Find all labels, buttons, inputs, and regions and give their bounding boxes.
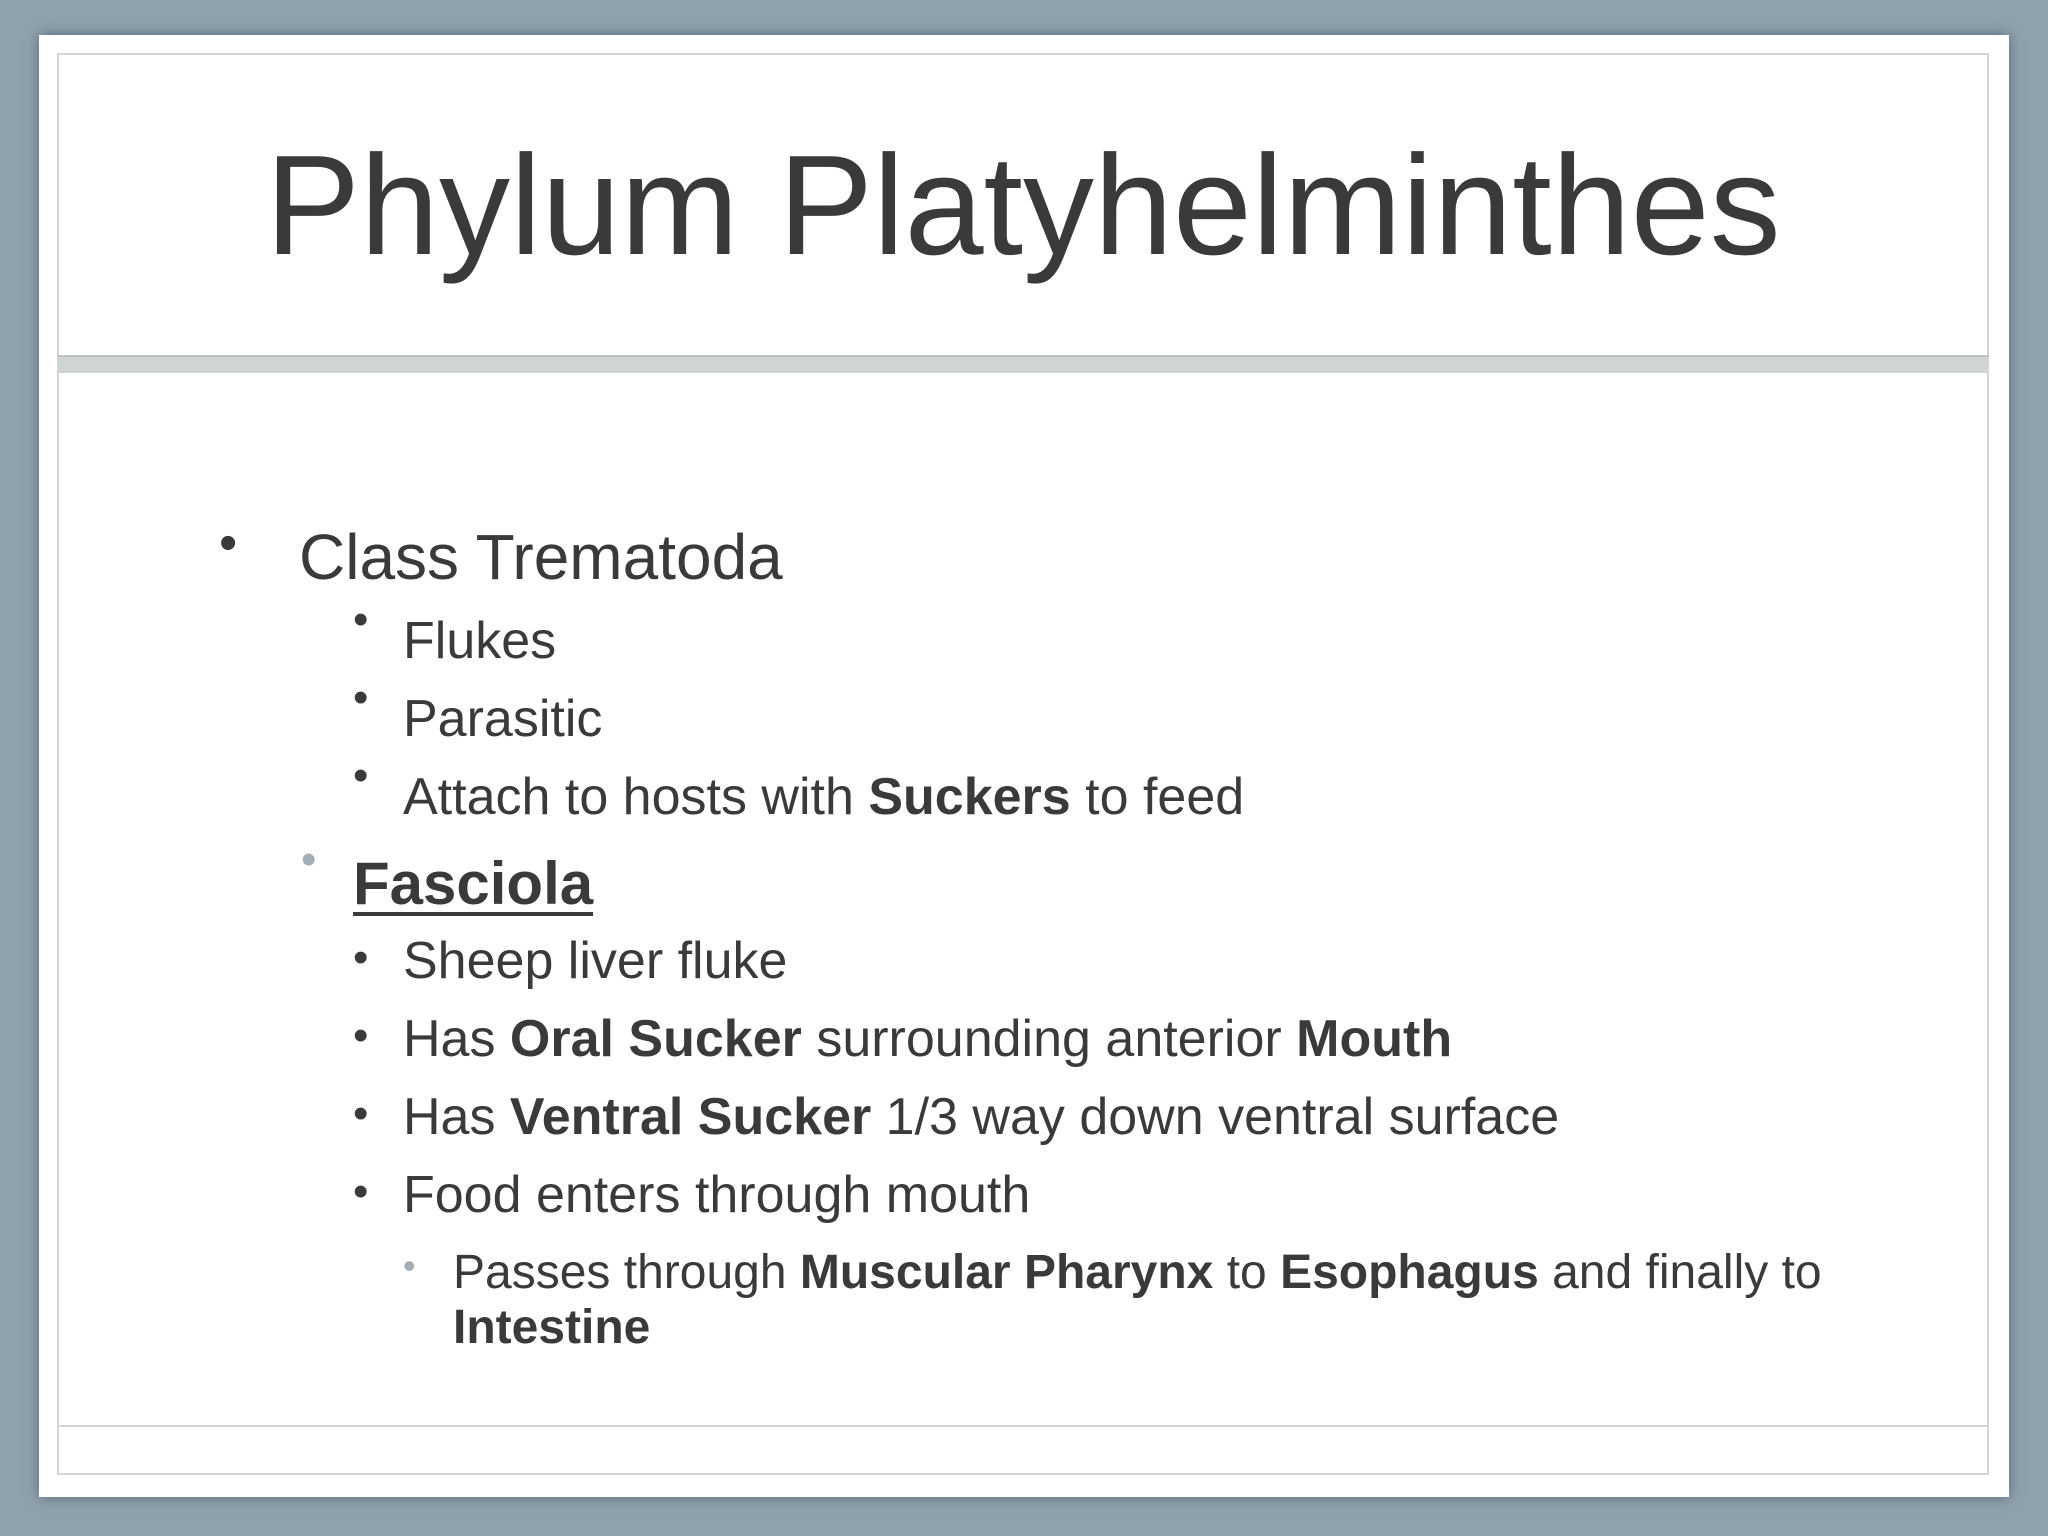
bullet-icon: • bbox=[353, 595, 369, 644]
list-item-attach: Attach to hosts with Suckers to feed bbox=[403, 768, 1245, 826]
slide-title: Phylum Platyhelminthes bbox=[265, 126, 1781, 285]
list-item-parasitic: Parasitic bbox=[403, 690, 603, 748]
slide bbox=[39, 35, 2009, 1497]
bullet-icon: • bbox=[353, 933, 369, 982]
list-item-food: Food enters through mouth bbox=[403, 1166, 1031, 1224]
list-item-sheep: Sheep liver fluke bbox=[403, 932, 788, 990]
bullet-icon: • bbox=[353, 751, 369, 800]
genus-heading: Fasciola bbox=[353, 850, 594, 917]
bullet-icon: • bbox=[403, 1245, 416, 1286]
bullet-icon: • bbox=[353, 1089, 369, 1138]
list-item-passage: Passes through Muscular Pharynx to Esophagus and finally to Intestine bbox=[453, 1246, 1822, 1355]
bullet-icon: • bbox=[353, 1167, 369, 1216]
bullet-icon: • bbox=[301, 835, 317, 884]
bullet-icon: • bbox=[353, 1011, 369, 1060]
list-item-ventral: Has Ventral Sucker 1/3 way down ventral surface bbox=[403, 1088, 1560, 1146]
slide-content bbox=[39, 35, 2009, 1497]
list-item-oral: Has Oral Sucker surrounding anterior Mouth bbox=[403, 1010, 1453, 1068]
bullet-icon: • bbox=[353, 673, 369, 722]
bullet-icon: • bbox=[219, 514, 238, 572]
class-heading: Class Trematoda bbox=[299, 521, 783, 593]
list-item-flukes: Flukes bbox=[403, 612, 557, 670]
